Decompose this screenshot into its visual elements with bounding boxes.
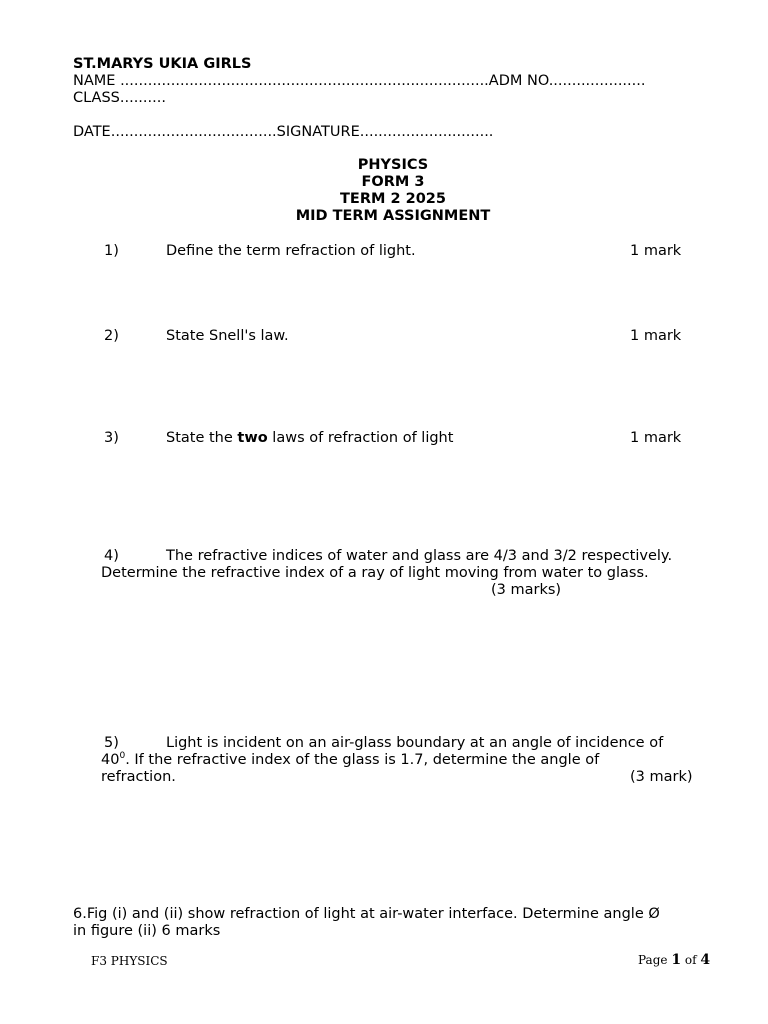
question-2-text: State Snell's law. (166, 328, 289, 344)
page-current: 1 (671, 952, 682, 968)
question-1-text: Define the term refraction of light. (166, 243, 416, 259)
question-2-marks: 1 mark (630, 328, 682, 344)
title-assignment: MID TERM ASSIGNMENT (295, 208, 491, 224)
angle-value: 40 (101, 752, 120, 768)
question-4-marks: (3 marks) (491, 582, 562, 598)
degree-superscript: 0 (119, 751, 126, 761)
title-form: FORM 3 (361, 174, 425, 190)
footer-left: F3 PHYSICS (91, 954, 168, 968)
question-4-line-2: Determine the refractive index of a ray of light moving from water to glass. (101, 565, 649, 581)
question-4-line-1: The refractive indices of water and glass are 4/3 and 3/2 respectively. (166, 548, 673, 564)
page-total: 4 (700, 952, 711, 968)
page-number (638, 952, 710, 969)
question-3-number: 3) (104, 430, 119, 446)
signature-label: SIGNATURE (276, 124, 360, 140)
question-5-line-2 (101, 752, 599, 769)
question-2-number: 2) (104, 328, 119, 344)
name-field[interactable]: ................................................................................ (120, 73, 489, 89)
question-3-text-after: laws of refraction of light (267, 430, 454, 446)
question-5-number: 5) (104, 735, 119, 751)
question-6-line-1: 6.Fig (i) and (ii) show refraction of light at air-water interface. Determine angle Ø (73, 906, 660, 922)
question-3-text (166, 430, 453, 447)
adm-label: ADM NO (488, 73, 549, 89)
question-5-line-1: Light is incident on an air-glass boundary at an angle of incidence of (166, 735, 664, 751)
of-word: of (684, 953, 697, 967)
question-3-marks: 1 mark (630, 430, 682, 446)
class-label: CLASS (73, 90, 120, 106)
school-name: ST.MARYS UKIA GIRLS (73, 56, 252, 72)
question-3-text-bold: two (237, 430, 268, 446)
signature-field[interactable]: ............................. (359, 124, 494, 140)
adm-field[interactable]: ..................... (548, 73, 646, 89)
date-field[interactable]: .................................... (110, 124, 277, 140)
class-line (73, 90, 166, 107)
name-line (73, 73, 645, 90)
page-word: Page (638, 953, 668, 967)
title-subject: PHYSICS (357, 157, 429, 173)
question-1-marks: 1 mark (630, 243, 682, 259)
question-5-line-3: refraction. (101, 769, 176, 785)
question-4-number: 4) (104, 548, 119, 564)
name-label: NAME (73, 73, 116, 89)
question-6-line-2: in figure (ii) 6 marks (73, 923, 221, 939)
title-term: TERM 2 2025 (340, 191, 446, 207)
question-3-text-before: State the (166, 430, 238, 446)
date-label: DATE (73, 124, 111, 140)
class-field[interactable]: .......... (119, 90, 166, 106)
question-5-line-2-rest: . If the refractive index of the glass is 1.7, determine the angle of (125, 752, 600, 768)
question-1-number: 1) (104, 243, 119, 259)
date-signature-line (73, 124, 493, 141)
question-5-marks: (3 mark) (630, 769, 693, 785)
